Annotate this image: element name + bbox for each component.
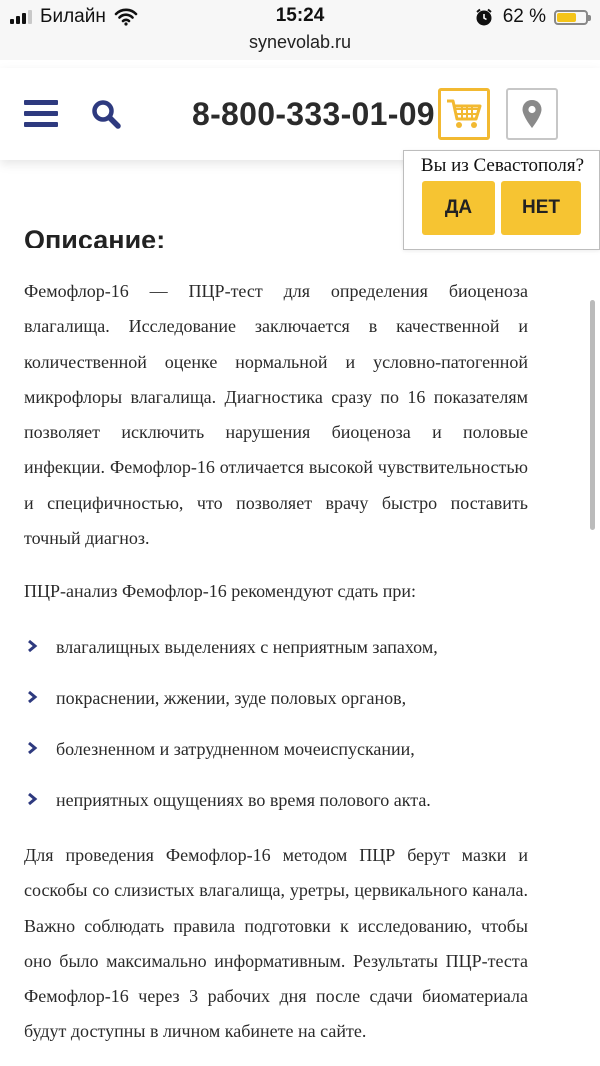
list-item [24, 629, 544, 680]
procedure-paragraph-block [24, 838, 528, 1050]
list-item-text: болезненном и затрудненном мочеиспускании, [56, 739, 415, 759]
list-item [24, 731, 544, 782]
phone-number-link[interactable]: 8-800-333-01-09 [192, 96, 435, 132]
list-item-text: неприятных ощущениях во время полового акта. [56, 790, 431, 810]
city-no-button[interactable]: НЕТ [501, 181, 581, 235]
location-button[interactable] [506, 88, 558, 140]
status-bar [0, 0, 600, 32]
list-heading: ПЦР-анализ Фемофлор-16 рекомендуют сдать при: [24, 581, 417, 601]
intro-paragraph-block [24, 274, 528, 556]
city-yes-button[interactable]: ДА [422, 181, 495, 235]
battery-icon [554, 10, 588, 25]
status-time: 15:24 [275, 5, 325, 26]
chevron-right-icon [26, 690, 38, 704]
address-url: synevolab.ru [248, 32, 352, 52]
page-scrollbar[interactable] [590, 300, 595, 530]
chevron-right-icon [26, 639, 38, 653]
list-item [24, 782, 544, 833]
procedure-paragraph: Для проведения Фемофлор-16 методом ПЦР берут мазки и соскобы со слизистых влагалища, уретры, цервикального канала. Важно соблюдать правила подготовки к исследованию, чтобы оно было максимально информативным. Результаты ПЦР-теста Фемофлор-16 через 3 рабочих дня после сдачи биоматериала будут доступны в личном кабинете на сайте. [24, 845, 528, 1042]
hamburger-icon[interactable] [24, 100, 58, 128]
list-item [24, 680, 544, 731]
location-pin-icon [521, 99, 543, 129]
site-header [0, 68, 600, 160]
city-question: Вы из Севастополя? [420, 155, 585, 176]
intro-paragraph: Фемофлор-16 — ПЦР-тест для определения биоценоза влагалища. Исследование заключается в качественной и количественной оценке нормальной и условно-патогенной микрофлоры влагалища. Диагностика сразу по 16 показателям позволяет исключить нарушения биоценоза и половые инфекции. Фемофлор-16 отличается высокой чувствительностью и специфичностью, что позволяет врачу быстро поставить точный диагноз. [24, 281, 528, 549]
section-title: Описание: [24, 225, 166, 248]
carrier-name: Билайн [40, 6, 106, 27]
list-heading-block [24, 574, 528, 609]
cart-icon [445, 97, 483, 131]
indications-list [24, 629, 544, 833]
list-item-text: покраснении, жжении, зуде половых органов, [56, 688, 407, 708]
status-right [475, 6, 588, 28]
alarm-clock-icon [475, 8, 493, 26]
chevron-right-icon [26, 741, 38, 755]
cart-button[interactable] [438, 88, 490, 140]
city-confirm-popup [403, 150, 600, 250]
address-bar[interactable] [0, 32, 600, 60]
chevron-right-icon [26, 792, 38, 806]
search-icon[interactable] [90, 98, 124, 132]
battery-percent: 62 % [502, 6, 546, 27]
list-item-text: влагалищных выделениях с неприятным запахом, [56, 637, 438, 657]
